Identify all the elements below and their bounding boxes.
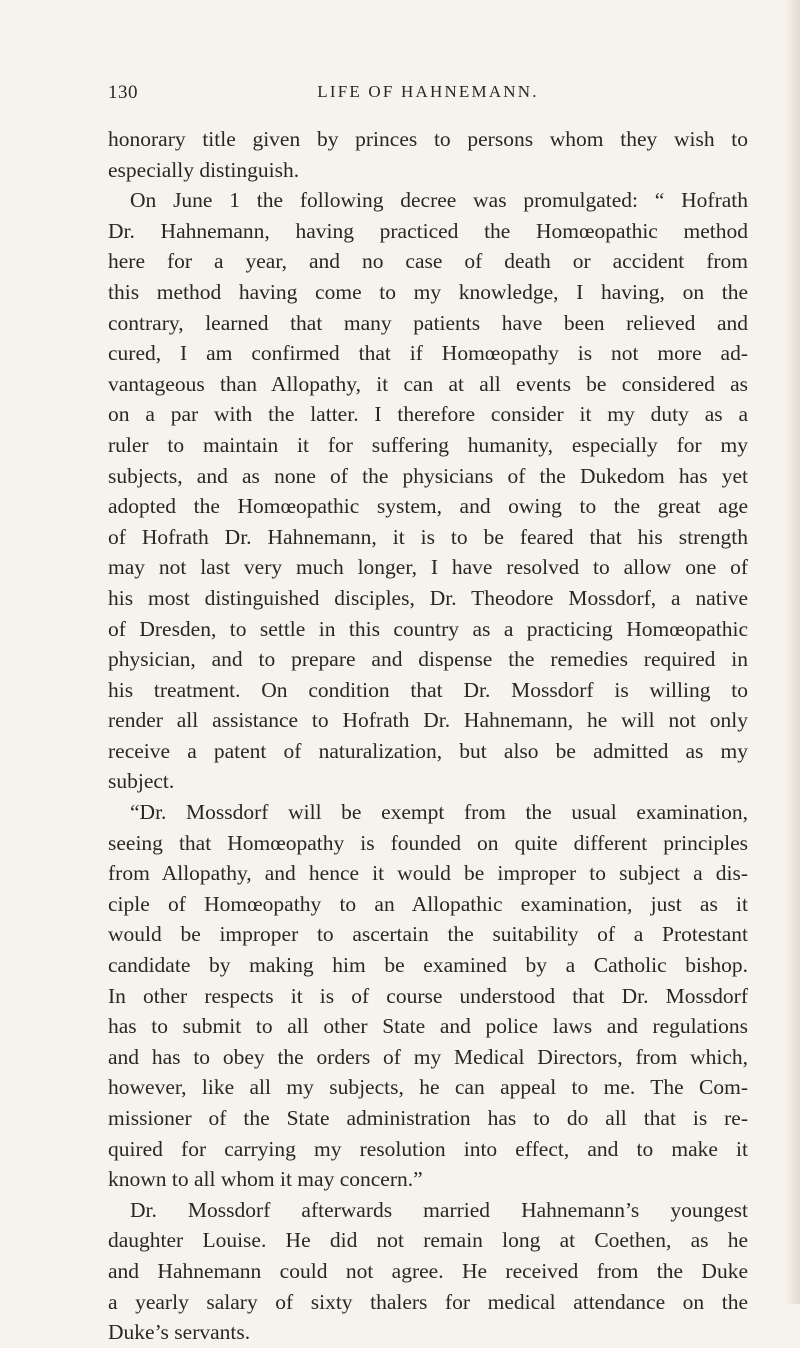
text-line: receive a patent of naturalization, but also be admitted as my — [108, 738, 748, 763]
text-line: of Hofrath Dr. Hahnemann, it is to be feared that his strength — [108, 524, 748, 549]
text-line: a yearly salary of sixty thalers for medical attendance on the — [108, 1289, 748, 1314]
text-line: adopted the Homœopathic system, and owing to the great age — [108, 494, 748, 519]
text-line: from Allopathy, and hence it would be improper to subject a dis- — [108, 861, 748, 886]
text-line: however, like all my subjects, he can appeal to me. The Com- — [108, 1075, 748, 1100]
body-text — [108, 124, 748, 1348]
text-line: subject. — [108, 769, 175, 794]
text-line: physician, and to prepare and dispense the remedies required in — [108, 647, 748, 672]
text-line: would be improper to ascertain the suitability of a Protestant — [108, 922, 748, 947]
text-line: on a par with the latter. I therefore consider it my duty as a — [108, 402, 748, 427]
text-line: render all assistance to Hofrath Dr. Hahnemann, he will not only — [108, 708, 748, 733]
text-line: cured, I am confirmed that if Homœopathy is not more ad- — [108, 341, 748, 366]
text-line: this method having come to my knowledge, I having, on the — [108, 279, 748, 304]
text-line: and Hahnemann could not agree. He received from the Duke — [108, 1258, 748, 1283]
text-line: subjects, and as none of the physicians of the Dukedom has yet — [108, 463, 748, 488]
text-line: On June 1 the following decree was promulgated: “ Hofrath — [130, 188, 748, 213]
text-line: Dr. Mossdorf afterwards married Hahnemann’s youngest — [130, 1197, 748, 1222]
text-line: here for a year, and no case of death or accident from — [108, 249, 748, 274]
page-header — [108, 82, 748, 110]
text-line: especially distinguish. — [108, 157, 300, 182]
page-edge-shadow — [786, 0, 800, 1304]
text-line: his treatment. On condition that Dr. Mossdorf is willing to — [108, 677, 748, 702]
text-line: candidate by making him be examined by a Catholic bishop. — [108, 953, 748, 978]
text-line: seeing that Homœopathy is founded on quite different principles — [108, 830, 748, 855]
text-line: Dr. Hahnemann, having practiced the Homœopathic method — [108, 218, 748, 243]
text-line: has to submit to all other State and police laws and regulations — [108, 1014, 748, 1039]
text-line: ruler to maintain it for suffering humanity, especially for my — [108, 432, 748, 457]
text-line: quired for carrying my resolution into effect, and to make it — [108, 1136, 748, 1161]
text-line: Duke’s servants. — [108, 1320, 251, 1345]
text-line: vantageous than Allopathy, it can at all events be considered as — [108, 371, 748, 396]
text-line: ciple of Homœopathy to an Allopathic examination, just as it — [108, 891, 748, 916]
text-line: “Dr. Mossdorf will be exempt from the usual examination, — [130, 800, 748, 825]
text-line: his most distinguished disciples, Dr. Theodore Mossdorf, a native — [108, 585, 748, 610]
text-line: daughter Louise. He did not remain long at Coethen, as he — [108, 1228, 748, 1253]
text-line: missioner of the State administration has to do all that is re- — [108, 1106, 748, 1130]
page-number: 130 — [108, 82, 138, 103]
text-line: may not last very much longer, I have resolved to allow one of — [108, 555, 748, 580]
text-line: of Dresden, to settle in this country as a practicing Homœopathic — [108, 616, 748, 641]
text-line: known to all whom it may concern.” — [108, 1167, 423, 1192]
running-title: LIFE OF HAHNEMANN. — [317, 82, 539, 101]
text-line: contrary, learned that many patients have been relieved and — [108, 310, 748, 335]
text-line: honorary title given by princes to persons whom they wish to — [108, 127, 748, 151]
text-line: In other respects it is of course understood that Dr. Mossdorf — [108, 983, 748, 1008]
text-line: and has to obey the orders of my Medical Directors, from which, — [108, 1044, 748, 1069]
